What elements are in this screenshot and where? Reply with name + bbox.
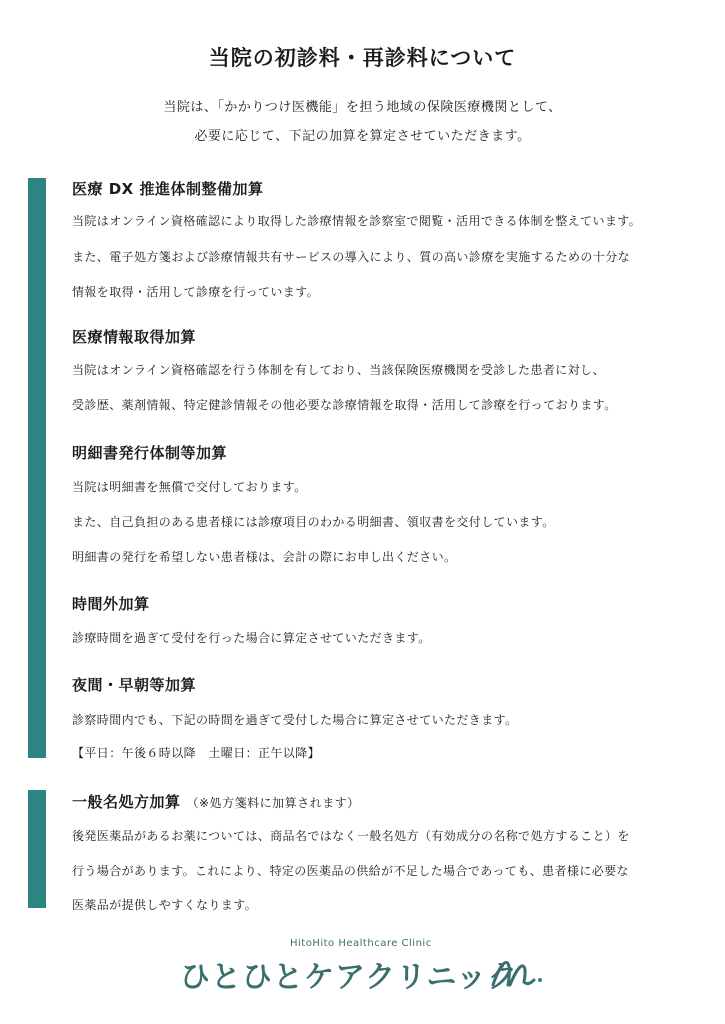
section-dx-line-1: 当院はオンライン資格確認により取得した診療情報を診察室で閲覧・活用できる体制を整えています。 [72,214,642,228]
section-generic-line-1: 後発医薬品があるお薬については、商品名ではなく一般名処方（有効成分の名称で処方すること）を [72,829,630,843]
section-dx-line-3: 情報を取得・活用して診療を行っています。 [72,285,320,299]
section-night-hours: 【平日：午後６時以降 土曜日：正午以降】 [72,746,321,760]
page-title: 当院の初診料・再診料について [208,46,517,70]
section-receipt-line-2: また、自己負担のある患者様には診療項目のわかる明細書、領収書を交付しています。 [72,515,555,529]
section-generic-line-3: 医薬品が提供しやすくなります。 [72,898,258,912]
section-generic-line-2: 行う場合があります。これにより、特定の医薬品の供給が不足した場合であっても、患者様に必要な [72,864,629,878]
section-generic-note: （※処方箋料に加算されます） [186,796,360,810]
section-dx-line-2: また、電子処方箋および診療情報共有サービスの導入により、質の高い診療を実施するための十分な [72,250,631,264]
section-receipt-line-1: 当院は明細書を無償で交付しております。 [72,480,307,494]
clinic-logo-name: ひとひとケアクリニック [180,960,519,995]
clinic-logo-subtitle: HitoHito Healthcare Clinic [290,938,432,949]
section-info-line-1: 当院はオンライン資格確認を行う体制を有しており、当該保険医療機関を受診した患者に対し、 [72,363,605,377]
section-heading-overtime: 時間外加算 [72,595,150,613]
section-info-line-2: 受診歴、薬剤情報、特定健診情報その他必要な診療情報を取得・活用して診療を行っております。 [72,398,617,412]
section-heading-receipt: 明細書発行体制等加算 [72,444,228,462]
section-accent-bar-2 [28,790,46,908]
section-heading-dx: 医療 DX 推進体制整備加算 [72,180,264,198]
section-generic-title: 一般名処方加算 [72,793,181,811]
section-overtime-line-1: 診療時間を過ぎて受付を行った場合に算定させていただきます。 [72,631,431,645]
section-heading-generic [72,791,360,812]
section-heading-info: 医療情報取得加算 [72,328,197,346]
intro-line-2: 必要に応じて、下記の加算を算定させていただきます。 [194,129,531,144]
section-heading-night: 夜間・早朝等加算 [72,676,197,694]
clinic-logo-mark-icon [488,950,548,990]
section-accent-bar [28,178,46,758]
intro-line-1: 当院は、「かかりつけ医機能」を担う地域の保険医療機関として、 [163,100,562,115]
section-receipt-line-3: 明細書の発行を希望しない患者様は、会計の際にお申し出ください。 [72,550,457,564]
section-night-line-1: 診察時間内でも、下記の時間を過ぎて受付した場合に算定させていただきます。 [72,713,518,727]
